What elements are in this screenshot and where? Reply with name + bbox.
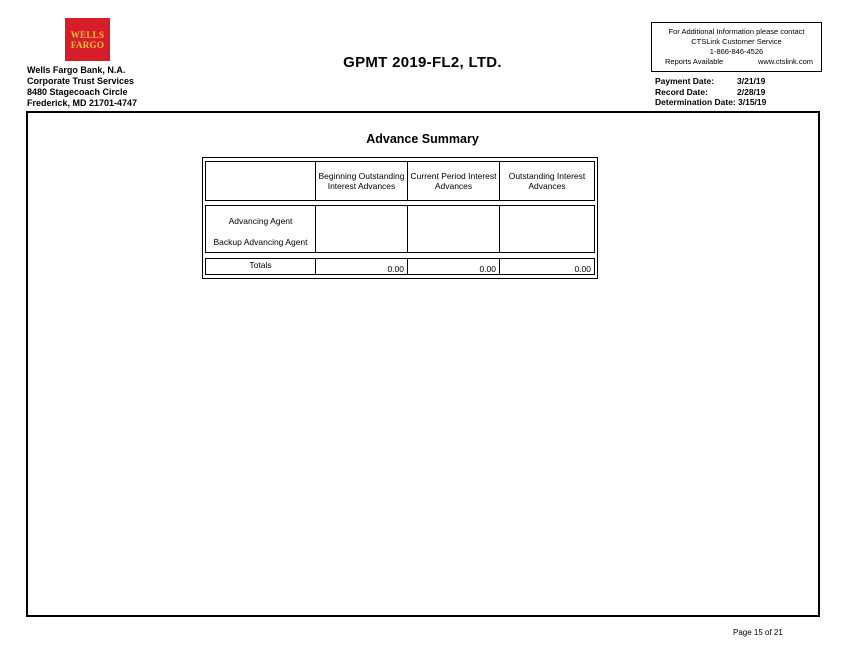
- contact-line-1: For Additional Information please contact: [668, 27, 805, 36]
- contact-phone: 1-866-846-4526: [709, 47, 764, 56]
- logo-line-2: FARGO: [70, 39, 105, 50]
- determination-date-row: [655, 97, 766, 108]
- contact-box: [651, 22, 822, 72]
- payment-date-value: 3/21/19: [737, 76, 766, 86]
- table-header: [205, 161, 595, 201]
- page-number: Page 15 of 21: [733, 628, 783, 637]
- total-beginning-outstanding: 0.00: [316, 259, 408, 274]
- total-current-period: 0.00: [408, 259, 500, 274]
- bank-street: 8480 Stagecoach Circle: [27, 87, 128, 97]
- header-outstanding: Outstanding Interest Advances: [508, 171, 586, 191]
- row-advancing-agent: Advancing Agent: [228, 216, 293, 226]
- body-col-3: [500, 206, 594, 252]
- reports-label: Reports Available: [665, 57, 724, 66]
- reports-row: [652, 57, 821, 67]
- header-current-period: Current Period Interest Advances: [408, 162, 500, 200]
- total-outstanding: 0.00: [574, 264, 591, 274]
- bank-address: [27, 65, 137, 109]
- logo-line-1: WELLS: [70, 29, 105, 40]
- totals-label: Totals: [206, 259, 316, 274]
- header-blank-cell: [206, 162, 316, 200]
- website-link[interactable]: www.ctslink.com: [757, 57, 813, 66]
- record-date-label: Record Date:: [655, 86, 708, 97]
- dates-block: [655, 76, 766, 108]
- header-beginning-outstanding: Beginning Outstanding Interest Advances: [316, 162, 408, 200]
- body-col-2: [408, 206, 500, 252]
- determination-date-value: 3/15/19: [738, 97, 767, 107]
- totals-row: [205, 258, 595, 275]
- document-title: GPMT 2019-FL2, LTD.: [343, 54, 502, 71]
- bank-city: Frederick, MD 21701-4747: [27, 98, 138, 108]
- table-body: [205, 205, 595, 253]
- bank-name: Wells Fargo Bank, N.A.: [27, 65, 126, 75]
- row-backup-advancing-agent: Backup Advancing Agent: [213, 237, 308, 247]
- contact-line-2: CTSLink Customer Service: [691, 37, 782, 46]
- record-date-value: 2/28/19: [737, 86, 766, 97]
- bank-dept: Corporate Trust Services: [27, 76, 135, 86]
- row-labels: [206, 206, 316, 252]
- body-col-1: [316, 206, 408, 252]
- payment-date-row: [655, 76, 766, 87]
- determination-date-label: Determination Date:: [655, 97, 736, 107]
- record-date-row: [655, 87, 766, 98]
- section-title: Advance Summary: [366, 132, 479, 146]
- payment-date-label: Payment Date:: [655, 76, 715, 86]
